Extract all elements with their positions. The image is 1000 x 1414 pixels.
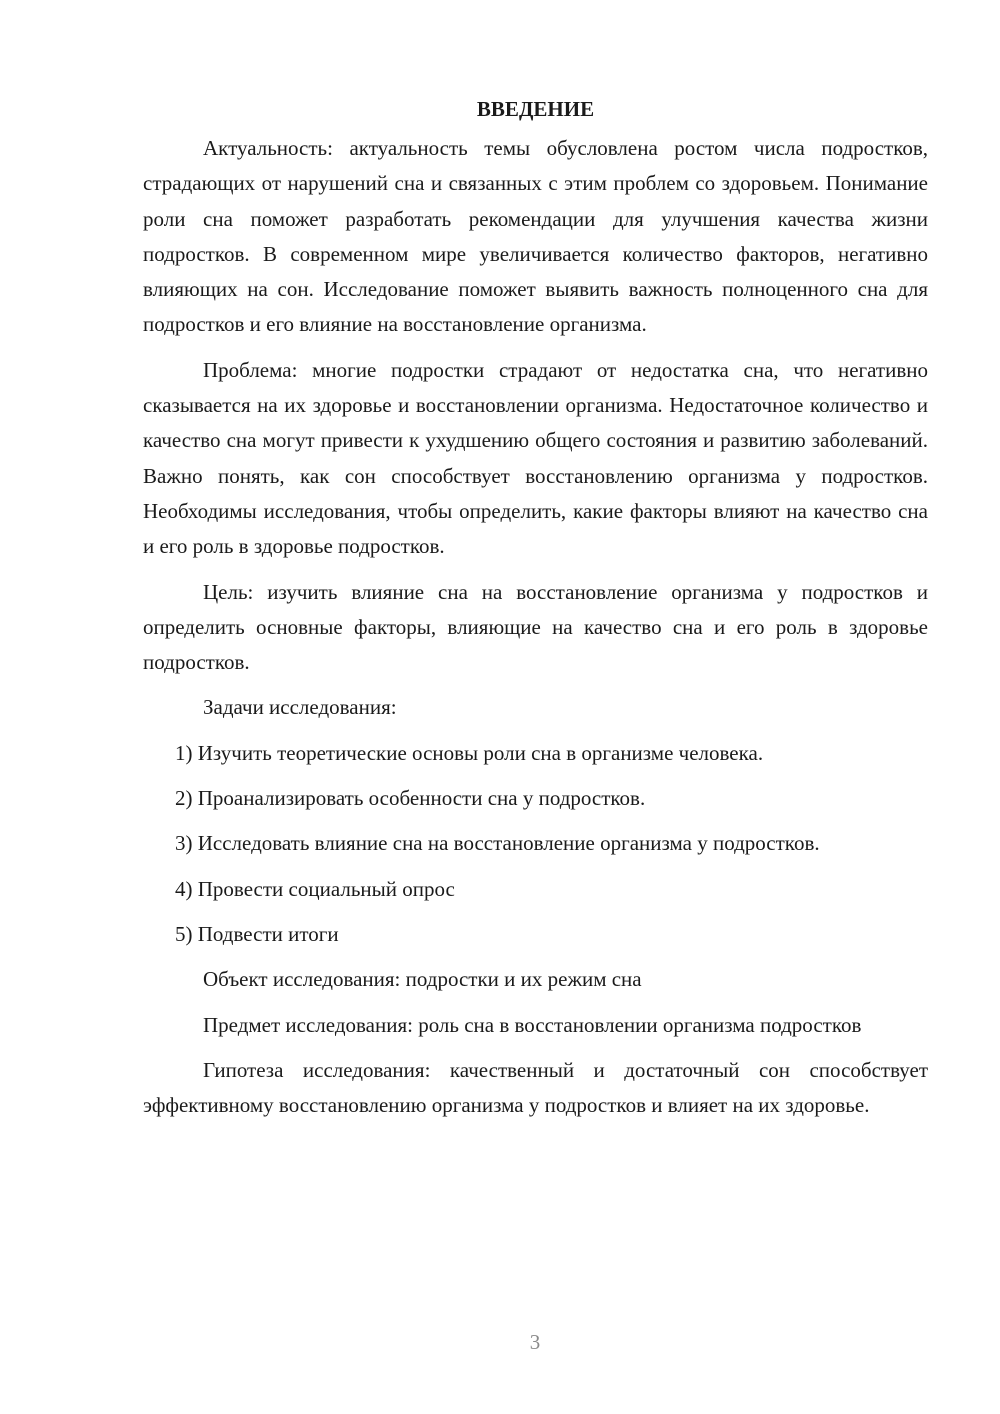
paragraph-relevance: Актуальность: актуальность темы обусловлена ростом числа подростков, страдающих от нарушений сна и связанных с этим проблем со здоровьем. Понимание роли сна поможет разработать рекомендации для улучшения качества жизни подростков. В современном мире увеличивается количество факторов, негативно влияющих на сон. Исследование поможет выявить важность полноценного сна для подростков и его влияние на восстановление организма. — [143, 136, 928, 337]
document-page — [143, 92, 928, 1133]
page-number: 3 — [529, 1330, 541, 1354]
tasks-heading: Задачи исследования: — [203, 695, 397, 720]
paragraph-goal: Цель: изучить влияние сна на восстановление организма у подростков и определить основные факторы, влияющие на качество сна и его роль в здоровье подростков. — [143, 579, 928, 675]
task-item-1: 1) Изучить теоретические основы роли сна в организме человека. — [175, 740, 764, 765]
paragraph-subject: Предмет исследования: роль сна в восстановлении организма подростков — [203, 1012, 862, 1037]
paragraph-problem: Проблема: многие подростки страдают от недостатка сна, что негативно сказывается на их здоровье и восстановлении организма. Недостаточное количество и качество сна могут привести к ухудшению общего состояния и развитию заболеваний. Важно понять, как сон способствует восстановлению организма у подростков. Необходимы исследования, чтобы определить, какие факторы влияют на качество сна и его роль в здоровье подростков. — [143, 357, 928, 559]
document-title: ВВЕДЕНИЕ — [476, 97, 595, 121]
paragraph-object: Объект исследования: подростки и их режим сна — [203, 967, 642, 992]
task-item-4: 4) Провести социальный опрос — [175, 876, 455, 901]
task-item-2: 2) Проанализировать особенности сна у подростков. — [175, 786, 646, 811]
task-item-5: 5) Подвести итоги — [175, 921, 339, 946]
task-item-3: 3) Исследовать влияние сна на восстановление организма у подростков. — [175, 831, 820, 856]
paragraph-hypothesis: Гипотеза исследования: качественный и достаточный сон способствует эффективному восстановлению организма у подростков и влияет на их здоровье. — [143, 1057, 928, 1118]
